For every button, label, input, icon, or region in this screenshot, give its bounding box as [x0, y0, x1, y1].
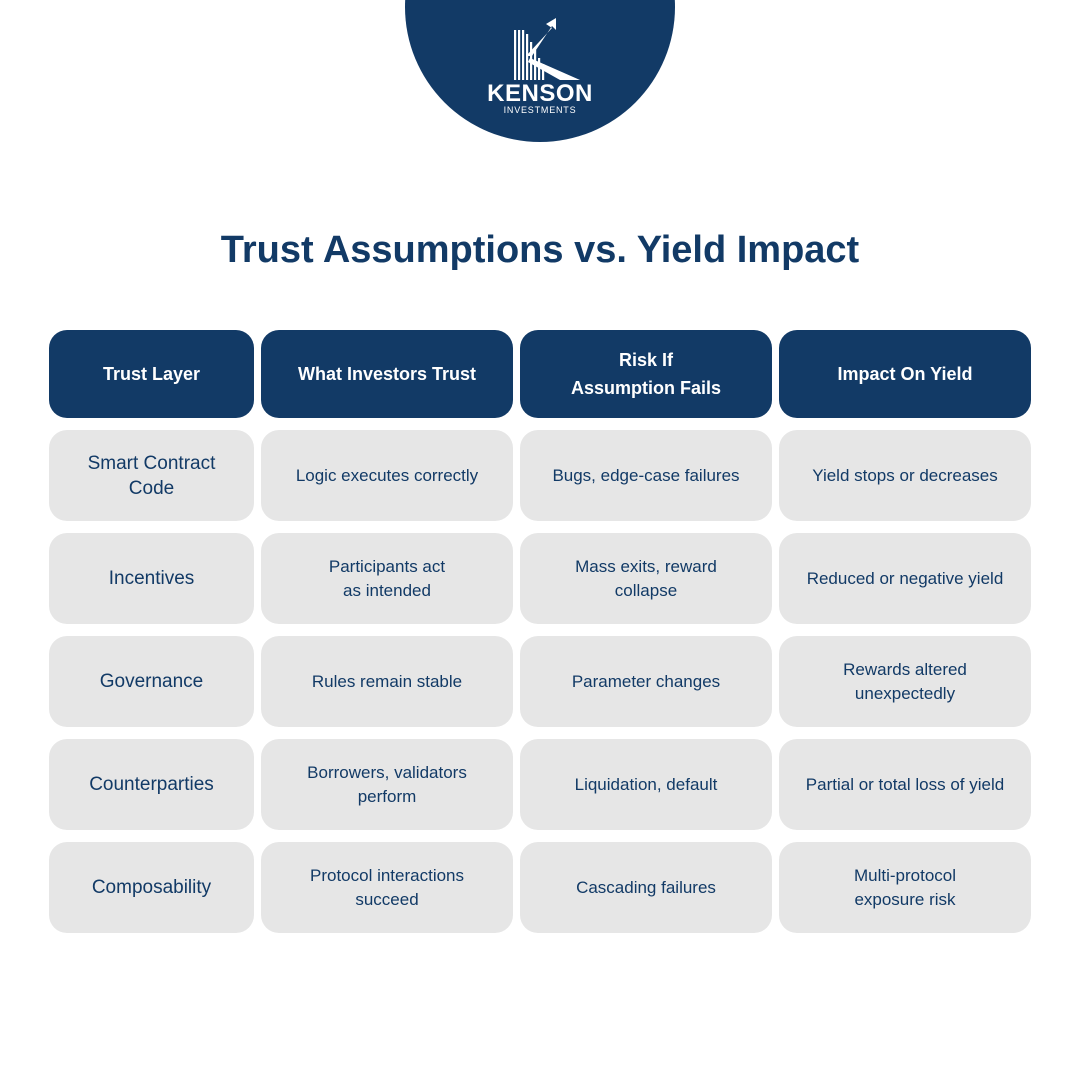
row-2-impact: Reduced or negative yield — [779, 533, 1031, 624]
row-4-risk: Liquidation, default — [520, 739, 772, 830]
trust-table — [49, 330, 1031, 933]
row-5-what-investors-trust: Protocol interactions succeed — [261, 842, 513, 933]
row-5-trust-layer: Composability — [49, 842, 254, 933]
row-5-risk: Cascading failures — [520, 842, 772, 933]
header-what-investors-trust: What Investors Trust — [261, 330, 513, 418]
row-3-what-investors-trust: Rules remain stable — [261, 636, 513, 727]
row-2-trust-layer: Incentives — [49, 533, 254, 624]
row-3-risk: Parameter changes — [520, 636, 772, 727]
row-4-impact: Partial or total loss of yield — [779, 739, 1031, 830]
header-trust-layer: Trust Layer — [49, 330, 254, 418]
header-impact-on-yield: Impact On Yield — [779, 330, 1031, 418]
logo-wordmark: KENSON — [487, 80, 593, 107]
row-4-what-investors-trust: Borrowers, validators perform — [261, 739, 513, 830]
row-1-what-investors-trust: Logic executes correctly — [261, 430, 513, 521]
row-1-trust-layer: Smart Contract Code — [49, 430, 254, 521]
header-risk-if-fails: Risk If Assumption Fails — [520, 330, 772, 418]
row-4-trust-layer: Counterparties — [49, 739, 254, 830]
row-1-risk: Bugs, edge-case failures — [520, 430, 772, 521]
row-3-trust-layer: Governance — [49, 636, 254, 727]
row-2-what-investors-trust: Participants act as intended — [261, 533, 513, 624]
logo-subtitle: INVESTMENTS — [503, 105, 577, 115]
row-5-impact: Multi-protocol exposure risk — [779, 842, 1031, 933]
row-3-impact: Rewards altered unexpectedly — [779, 636, 1031, 727]
page-title: Trust Assumptions vs. Yield Impact — [220, 229, 860, 271]
kenson-k-arrow-icon — [510, 14, 586, 84]
row-2-risk: Mass exits, reward collapse — [520, 533, 772, 624]
row-1-impact: Yield stops or decreases — [779, 430, 1031, 521]
